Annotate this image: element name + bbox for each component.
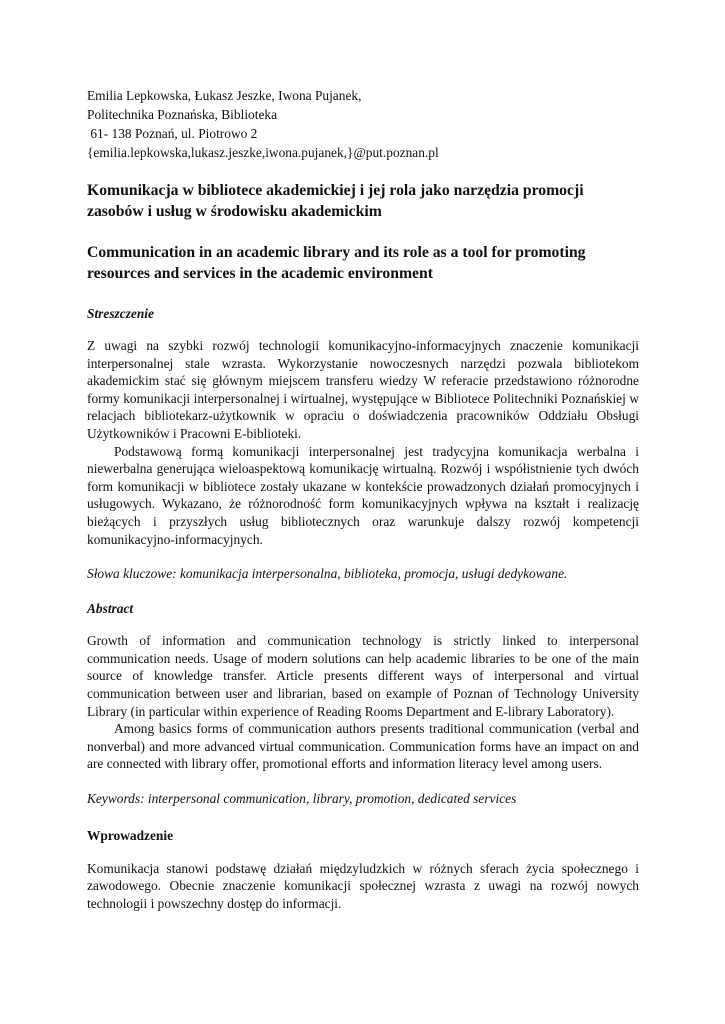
document-page bbox=[87, 86, 639, 913]
streszczenie-keywords: Słowa kluczowe: komunikacja interpersonalna, biblioteka, promocja, usługi dedykowane. bbox=[87, 566, 568, 582]
streszczenie-paragraph-2: Podstawową formą komunikacji interpersonalnej jest tradycyjna komunikacja werbalna i niewerbalna generująca wieloaspektową komunikację wirtualną. Rozwój i współistnienie tych dwóch form komunikacji w bibliotece zostały ukazane w kontekście prowadzonych działań promocyjnych i usługowych. Wykazano, że różnorodność form komunikacyjnych wpływa na kształt i realizację bieżących i przyszłych usług bibliotecznych oraz warunkuje dalszy rozwój kompetencji komunikacyjno-informacyjnych. bbox=[87, 443, 639, 547]
streszczenie-paragraph-1: Z uwagi na szybki rozwój technologii komunikacyjno-informacyjnych znaczenie komunikacji interpersonalnej stale wzrasta. Wykorzystanie nowoczesnych narzędzi pozwala bibliotekom akademickim stać się głównym miejscem transferu wiedzy W referacie przedstawiono różnorodne formy komunikacji interpersonalnej i wirtualnej, występujące w Bibliotece Politechniki Poznańskiej w relacjach bibliotekarz-użytkownik w opraciu o doświadczenia pracowników Oddziału Obsługi Użytkowników i Pracowni E-biblioteki. bbox=[87, 338, 639, 441]
abstract-heading: Abstract bbox=[87, 601, 134, 617]
wprowadzenie-paragraph-1: Komunikacja stanowi podstawę działań międzyludzkich w różnych sferach życia społecznego i zawodowego. Obecnie znaczenie komunikacji społecznej wzrasta z uwagi na rozwój nowych technologii i powszechny dostęp do informacji. bbox=[87, 860, 639, 912]
title-polish: Komunikacja w bibliotece akademickiej i jej rola jako narzędzia promocji zasobów i usług w środowisku akademickim bbox=[87, 182, 584, 220]
wprowadzenie-heading: Wprowadzenie bbox=[87, 827, 174, 843]
author-emails: {emilia.lepkowska,lukasz.jeszke,iwona.pujanek,}@put.poznan.pl bbox=[87, 145, 439, 160]
title-english: Communication in an academic library and its role as a tool for promoting resources and services in the academic environment bbox=[87, 244, 586, 282]
streszczenie-heading: Streszczenie bbox=[87, 306, 154, 321]
abstract-paragraph-2: Among basics forms of communication authors presents traditional communication (verbal and nonverbal) and more advanced virtual communication. Communication forms have an impact on and are connected with library offer, promotional efforts and information literacy level among users. bbox=[87, 721, 639, 772]
abstract-paragraph-1: Growth of information and communication technology is strictly linked to interpersonal communication needs. Usage of modern solutions can help academic libraries to be one of the main source of knowledge transfer. Article presents different ways of interpersonal and virtual communication between user and librarian, based on example of Poznan of Technology University Library (in particular within experience of Reading Rooms Department and E-library Laboratory). bbox=[87, 633, 639, 719]
author-institution: Politechnika Poznańska, Biblioteka bbox=[87, 107, 278, 122]
abstract-keywords: Keywords: interpersonal communication, library, promotion, dedicated services bbox=[87, 790, 517, 806]
author-names: Emilia Lepkowska, Łukasz Jeszke, Iwona Pujanek, bbox=[87, 88, 362, 103]
author-block bbox=[87, 86, 639, 162]
author-address: 61- 138 Poznań, ul. Piotrowo 2 bbox=[87, 126, 258, 141]
